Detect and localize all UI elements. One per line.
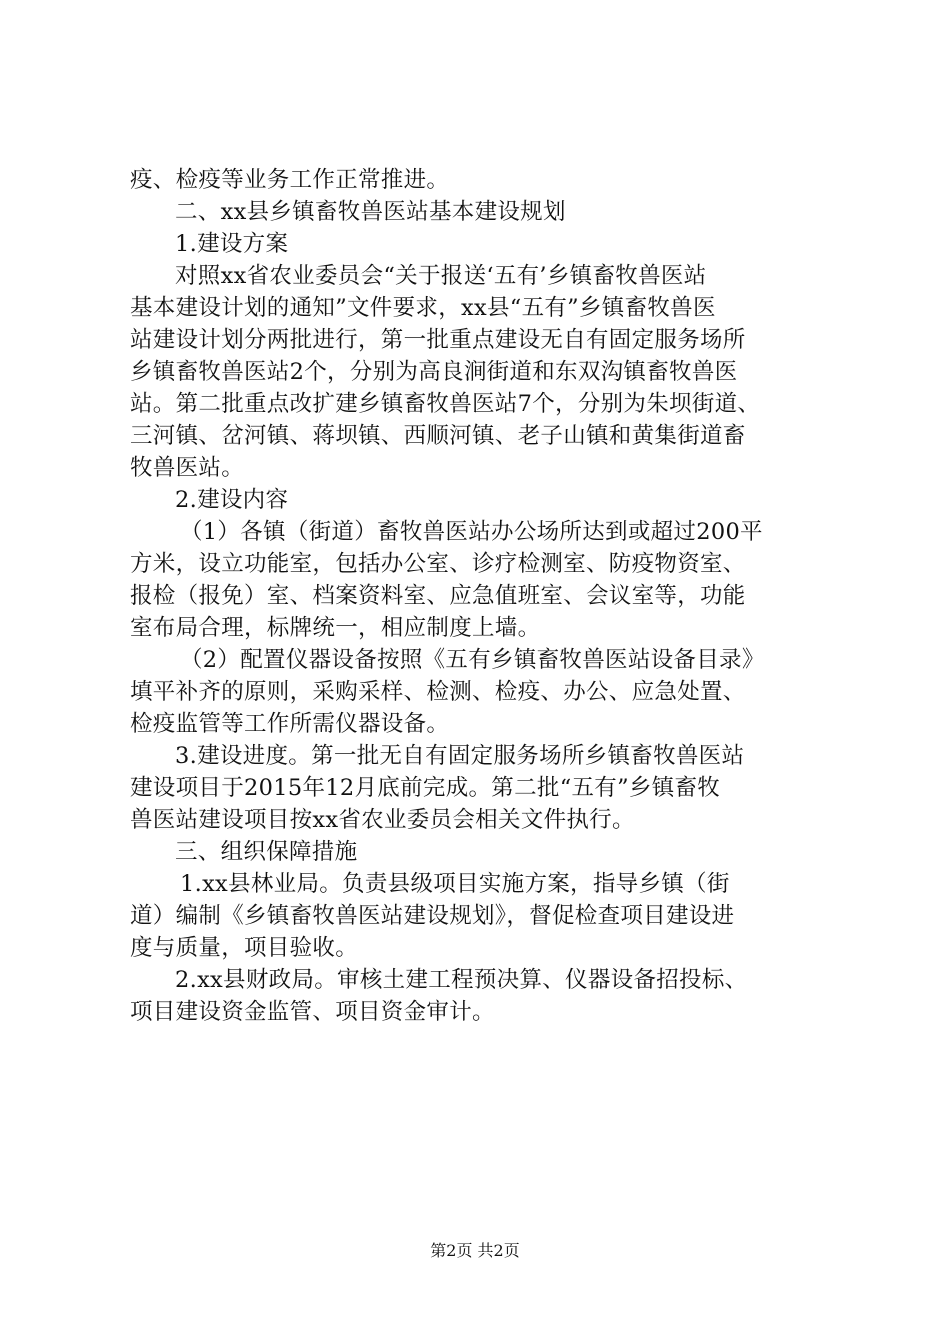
document-body bbox=[130, 164, 830, 1028]
text-line: 乡镇畜牧兽医站2个，分别为高良涧街道和东双沟镇畜牧兽医 bbox=[130, 359, 738, 385]
text-line: 报检（报免）室、档案资料室、应急值班室、会议室等，功能 bbox=[130, 583, 746, 609]
text-line: 基本建设计划的通知”文件要求，xx县“五有”乡镇畜牧兽医 bbox=[130, 295, 716, 321]
text-line: 1.xx县林业局。负责县级项目实施方案，指导乡镇（街 bbox=[180, 871, 730, 897]
text-line: 方米，设立功能室，包括办公室、诊疗检测室、防疫物资室、 bbox=[130, 551, 746, 577]
text-line: 建设项目于2015年12月底前完成。第二批“五有”乡镇畜牧 bbox=[130, 775, 721, 801]
text-line: 检疫监管等工作所需仪器设备。 bbox=[130, 711, 450, 737]
text-line: 室布局合理，标牌统一，相应制度上墙。 bbox=[130, 615, 541, 641]
text-line: 度与质量，项目验收。 bbox=[130, 935, 359, 961]
subsection-heading: 1.建设方案 bbox=[175, 231, 289, 257]
text-line: 站建设计划分两批进行，第一批重点建设无自有固定服务场所 bbox=[130, 327, 746, 353]
text-line: 牧兽医站。 bbox=[130, 455, 245, 481]
text-line: 3.建设进度。第一批无自有固定服务场所乡镇畜牧兽医站 bbox=[175, 743, 745, 769]
text-line: 2.xx县财政局。审核土建工程预决算、仪器设备招投标、 bbox=[175, 967, 748, 993]
text-line: 三河镇、岔河镇、蒋坝镇、西顺河镇、老子山镇和黄集街道畜 bbox=[130, 423, 746, 449]
text-line: 疫、检疫等业务工作正常推进。 bbox=[130, 167, 450, 193]
section-heading: 二、xx县乡镇畜牧兽医站基本建设规划 bbox=[175, 199, 566, 225]
text-line: 站。第二批重点改扩建乡镇畜牧兽医站7个，分别为朱坝街道、 bbox=[130, 391, 761, 417]
page-number-footer: 第2页 共2页 bbox=[430, 1241, 520, 1260]
text-line: （2）配置仪器设备按照《五有乡镇畜牧兽医站设备目录》 bbox=[180, 647, 765, 673]
text-line: 填平补齐的原则，采购采样、检测、检疫、办公、应急处置、 bbox=[130, 679, 746, 705]
text-line: 项目建设资金监管、项目资金审计。 bbox=[130, 999, 495, 1025]
text-line: （1）各镇（街道）畜牧兽医站办公场所达到或超过200平 bbox=[180, 519, 763, 545]
section-heading: 三、组织保障措施 bbox=[175, 839, 358, 865]
text-line: 道）编制《乡镇畜牧兽医站建设规划》，督促检查项目建设进 bbox=[130, 903, 735, 929]
subsection-heading: 2.建设内容 bbox=[175, 487, 289, 513]
text-line: 对照xx省农业委员会“关于报送‘五有’乡镇畜牧兽医站 bbox=[175, 263, 707, 289]
text-line: 兽医站建设项目按xx省农业委员会相关文件执行。 bbox=[130, 807, 635, 833]
